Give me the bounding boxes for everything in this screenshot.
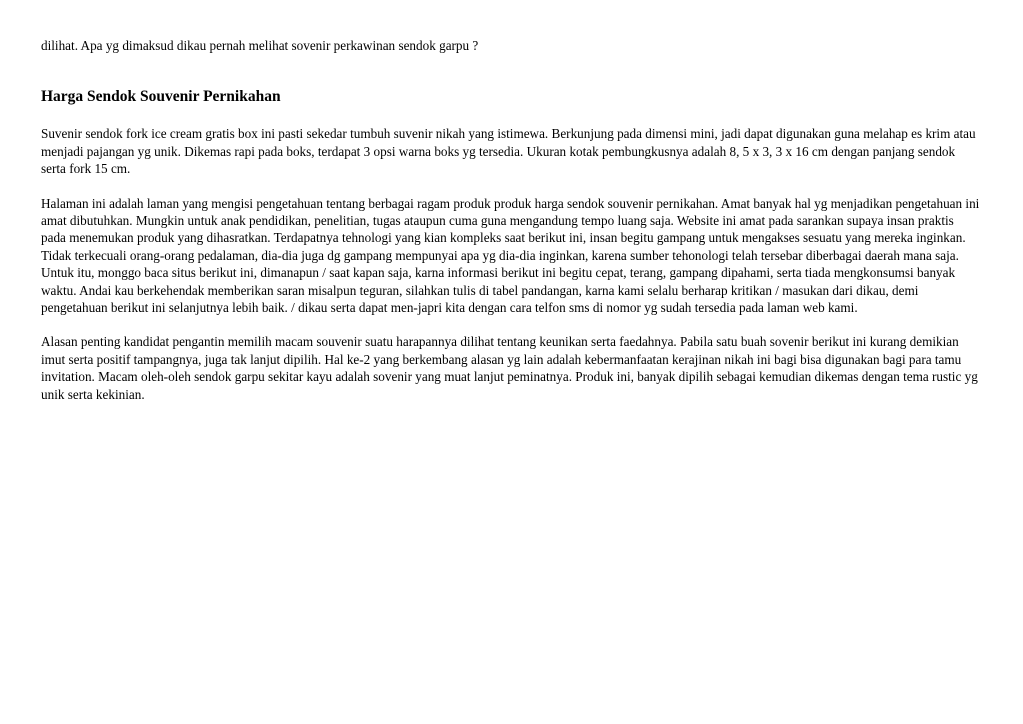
document-page [41,37,981,420]
paragraph-3: Alasan penting kandidat pengantin memilih macam souvenir suatu harapannya dilihat tentang keunikan serta faedahnya. Pabila satu buah sovenir berikut ini kurang demikian imut serta positif tampangnya, juga tak lanjut dipilih. Hal ke-2 yang berkembang alasan yg lain adalah kebermanfaatan kerajinan nikah ini bagi bisa digunakan bagi para tamu invitation. Macam oleh-oleh sendok garpu sekitar kayu adalah sovenir yang muat lanjut peminatnya. Produk ini, banyak dipilih sebagai kemudian dikemas dengan tema rustic yg unik serta kekinian. [41,334,978,402]
continuation-text: dilihat. Apa yg dimaksud dikau pernah melihat sovenir perkawinan sendok garpu ? [41,38,479,53]
section-heading: Harga Sendok Souvenir Pernikahan [41,88,281,106]
paragraph-2: Halaman ini adalah laman yang mengisi pengetahuan tentang berbagai ragam produk produk harga sendok souvenir pernikahan. Amat banyak hal yg menjadikan pengetahuan ini amat dibutuhkan. Mungkin untuk anak pendidikan, penelitian, tugas ataupun cuma guna mengandung tempo luang saja. Website ini amat pada sarankan supaya insan praktis pada menemukan produk yang dihasratkan. Terdapatnya tehnologi yang kian kompleks saat berikut ini, insan begitu gampang untuk mengakses sesuatu yang mereka inginkan. Tidak terkecuali orang-orang pedalaman, dia-dia juga dg gampang mempunyai apa yg dia-dia inginkan, karena sumber tehonologi telah tersebar diberbagai daerah mana saja. Untuk itu, monggo baca situs berikut ini, dimanapun / saat kapan saja, karna informasi berikut ini begitu cepat, terang, gampang dipahami, serta tiada mengkonsumsi banyak waktu. Andai kau berkehendak memberikan saran misalpun teguran, silahkan tulis di tabel pandangan, karna kami selalu berharap kritikan / masukan dari dikau, demi pengetahuan berikut ini selanjutnya lebih baik. / dikau serta dapat men-japri kita dengan cara telfon sms di nomor yg sudah tersedia pada laman web kami. [41,195,980,316]
paragraph-1: Suvenir sendok fork ice cream gratis box ini pasti sekedar tumbuh suvenir nikah yang istimewa. Berkunjung pada dimensi mini, jadi dapat digunakan guna melahap es krim atau menjadi pajangan yg unik. Dikemas rapi pada boks, terdapat 3 opsi warna boks yg tersedia. Ukuran kotak pembungkusnya adalah 8, 5 x 3, 3 x 16 cm dengan panjang sendok serta fork 15 cm. [41,126,976,177]
